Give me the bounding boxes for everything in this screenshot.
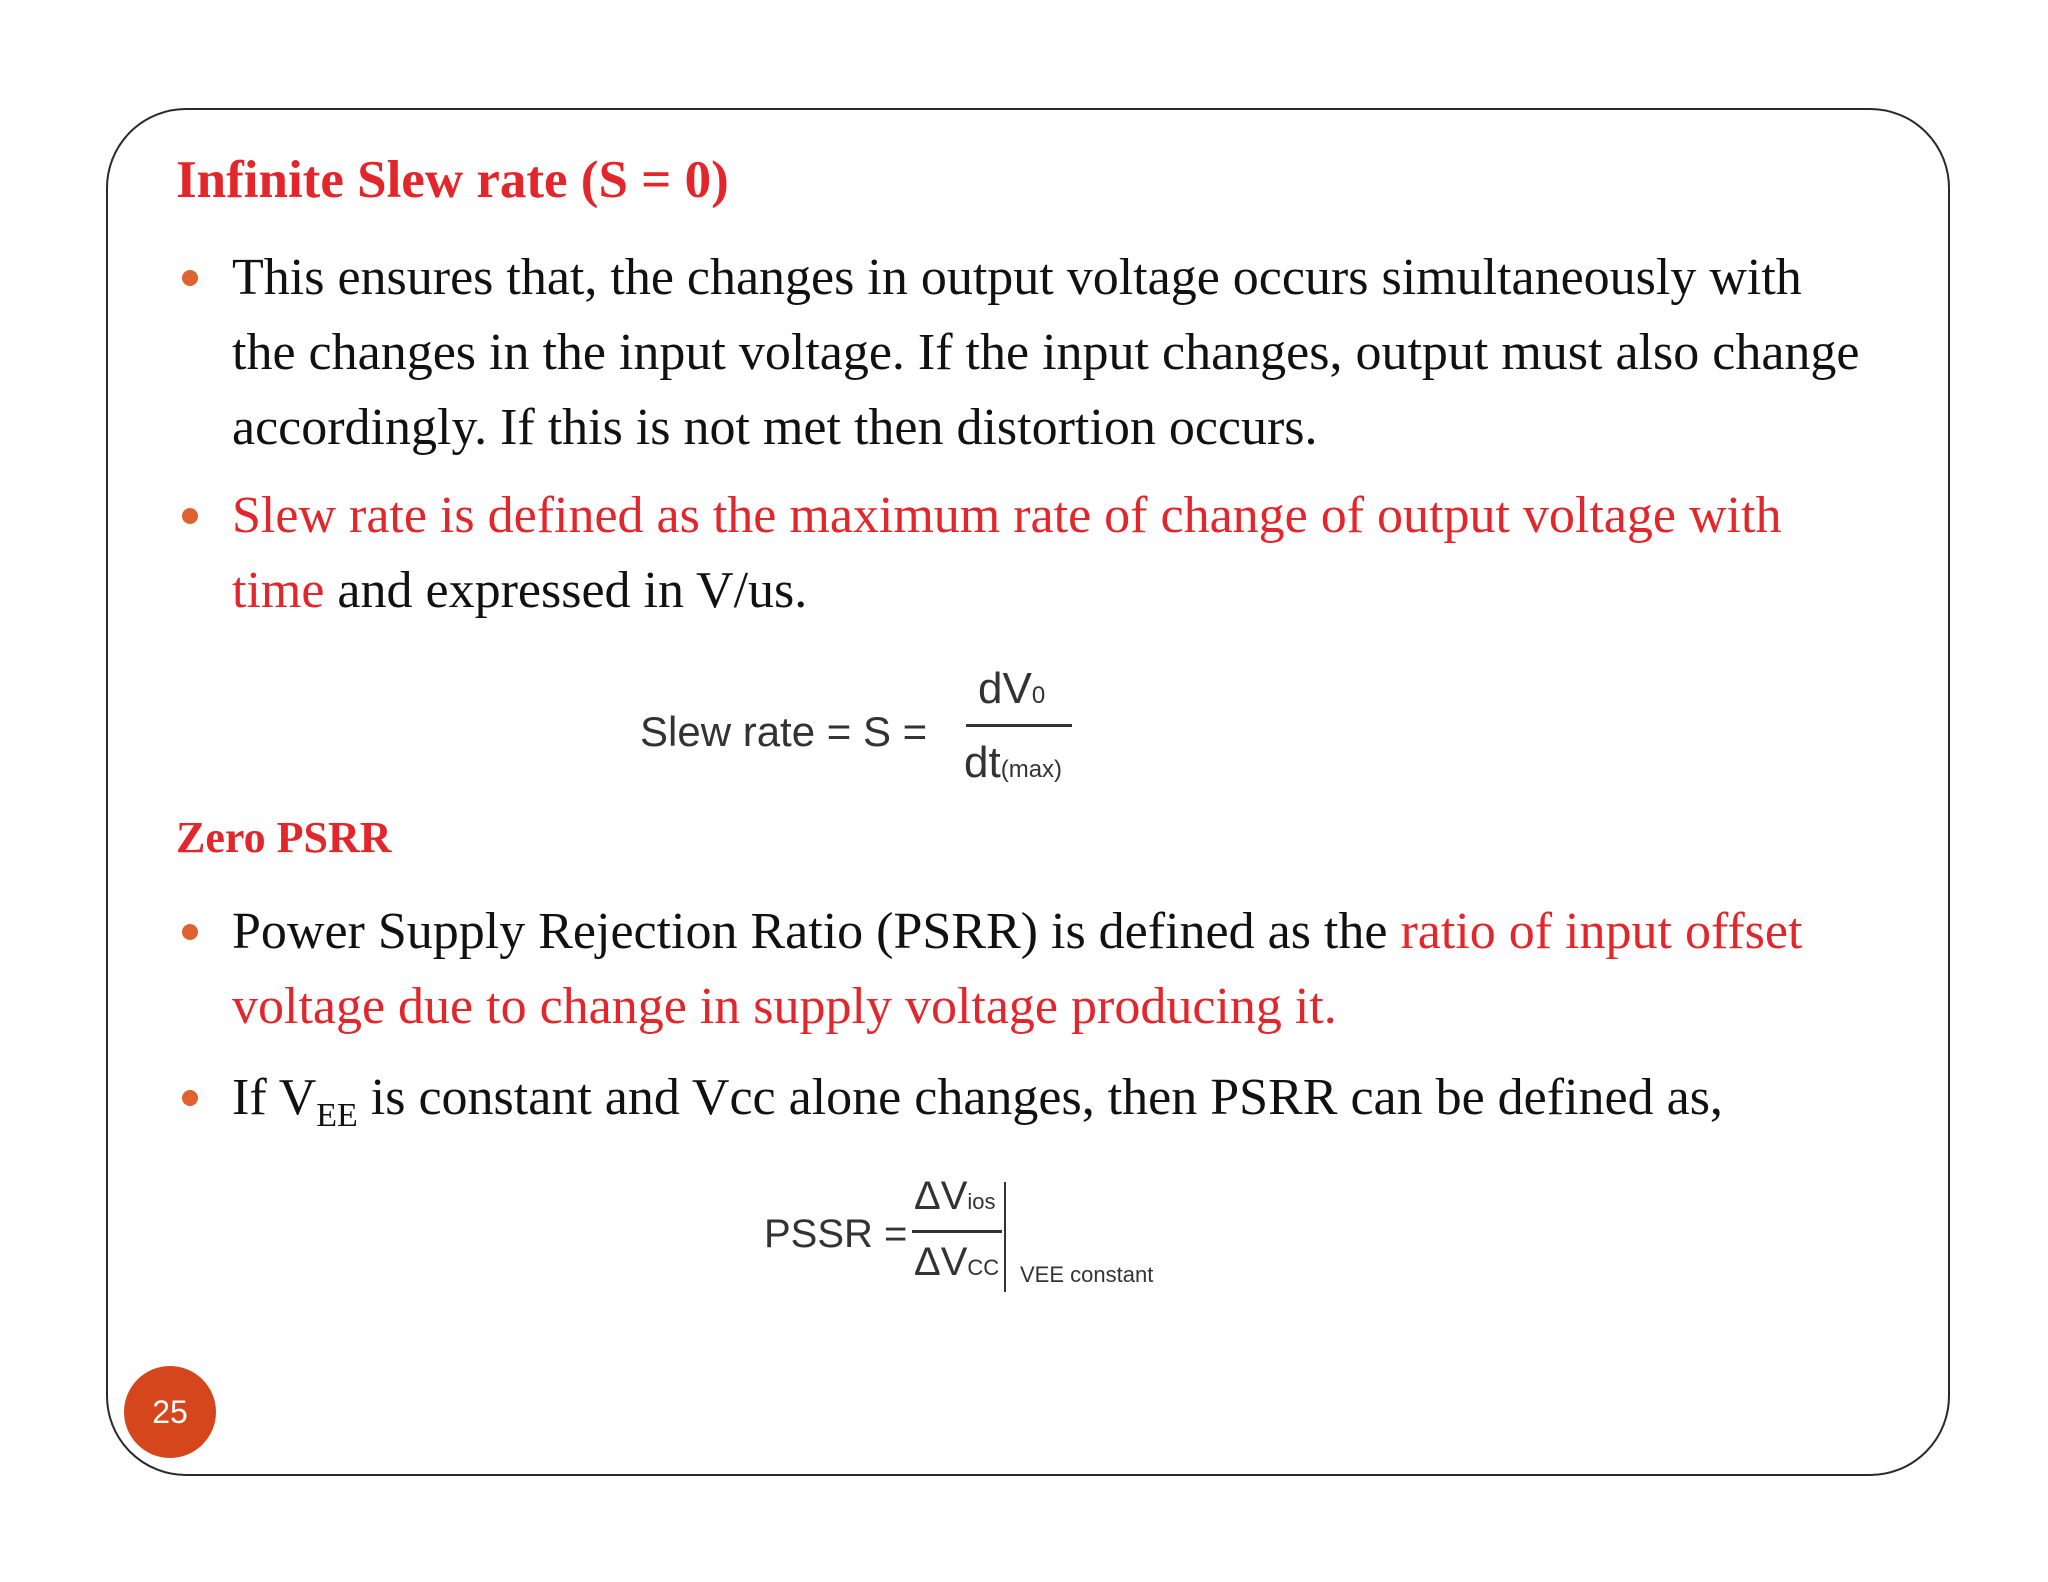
bullet-dot-icon (182, 508, 198, 524)
fraction-bar (966, 724, 1072, 727)
bullet-text (232, 478, 1862, 628)
bullet-dot-icon (182, 924, 198, 940)
formula-condition: VEE constant (1020, 1262, 1154, 1287)
bullet-text (232, 894, 1862, 1044)
fraction-bar (912, 1230, 1002, 1233)
formula-numerator: dV0 (978, 664, 1046, 713)
formula-numerator: ΔVios (914, 1174, 996, 1218)
bullet-dot-icon (182, 1090, 198, 1106)
formula-denominator: ΔVCC (914, 1240, 1000, 1284)
slew-rate-formula (640, 660, 1080, 800)
formula-lhs: PSSR = (764, 1212, 908, 1256)
evaluation-bar (1004, 1182, 1006, 1292)
page-number-badge: 25 (124, 1366, 216, 1458)
bullet-dot-icon (182, 270, 198, 286)
psrr-definition: ratio of input offset voltage due to change in supply voltage producing it. (232, 903, 1803, 1035)
psrr-formula (764, 1174, 1164, 1318)
slew-rate-units: and expressed in V/us. (324, 562, 808, 619)
slide-heading-zero-psrr: Zero PSRR (176, 813, 392, 862)
slide-heading-slew-rate: Infinite Slew rate (S = 0) (176, 151, 729, 209)
bullet-text: If $V_{EE}$ is constant and Vcc alone changes, then PSRR can be defined as, (232, 1069, 1723, 1134)
bullet-text: This ensures that, the changes in output voltage occurs simultaneously with the changes in the input voltage. If the input changes, output must also change accordingly. If this is not met then distortion occurs. (232, 249, 1860, 456)
slew-rate-definition: Slew rate is defined as the maximum rate of change of output voltage with time (232, 487, 1782, 619)
psrr-intro: Power Supply Rejection Ratio (PSRR) is defined as the (232, 903, 1401, 960)
formula-lhs: Slew rate = S = (640, 708, 928, 755)
formula-denominator: dt(max) (964, 738, 1063, 787)
